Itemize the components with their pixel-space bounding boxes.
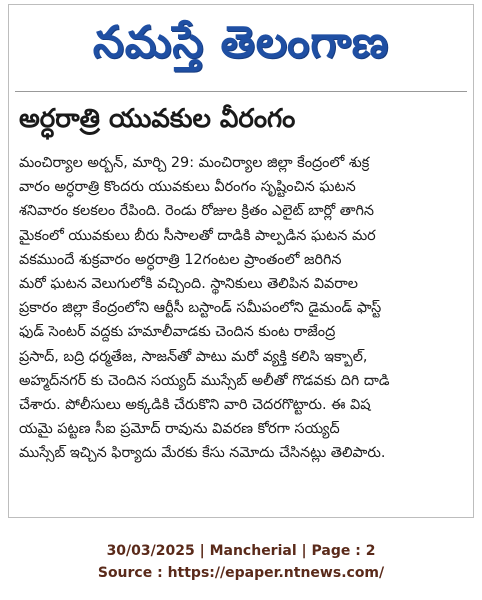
article-line: మరో ఘటన వెలుగులోకి వచ్చింది. స్థానికులు తెలిపిన వివరాల (19, 275, 358, 292)
article-line: వారం అర్ధరాత్రి కొందరు యువకులు వీరంగం సృష్టించిన ఘటన (19, 179, 356, 196)
article-line: శనివారం కలకలం రేపింది. రెండు రోజుల క్రితం ఎలైట్ బార్లో తాగిన (19, 203, 374, 220)
news-clipping (8, 4, 474, 518)
article-headline: అర్ధరాత్రి యువకుల వీరంగం (19, 104, 296, 134)
article-line: ఫుడ్ సెంటర్ వద్దకు హమాలీవాడకు చెందిన కుంట రాజేంద్ర (19, 324, 336, 341)
article-line: అహ్మద్‌నగర్ కు చెందిన సయ్యద్ ముస్సేబ్ అలీతో గొడవకు దిగి దాడి (19, 372, 390, 389)
masthead-divider (15, 91, 467, 92)
footer-dateline: 30/03/2025 | Mancherial | Page : 2 (106, 543, 376, 559)
article-line: ప్రకారం జిల్లా కేంద్రంలోని ఆర్టీసీ బస్టాండ్ సమీపంలోని డైమండ్ ఫాస్ట్ (19, 300, 382, 317)
newspaper-masthead: నమస్తే తెలంగాణ (92, 17, 390, 68)
article-line: వకముందే శుక్రవారం అర్ధరాత్రి 12గంటల ప్రాంతంలో జరిగిన (19, 251, 342, 268)
article-body (19, 151, 465, 465)
article-line: ముస్సేబ్ ఇచ్చిన ఫిర్యాదు మేరకు కేసు నమోదు చేసినట్లు తెలిపారు. (19, 445, 386, 462)
article-line: మంచిర్యాల అర్బన్, మార్చి 29: మంచిర్యాల జిల్లా కేంద్రంలో శుక్ర (19, 155, 370, 171)
article-line: చేశారు. పోలీసులు అక్కడికి చేరుకొని వారి చెదరగొట్టారు. ఈ విష (19, 396, 371, 413)
article-line: మైకంలో యువకులు బీరు సీసాలతో దాడికి పాల్పడిన ఘటన మర (19, 227, 376, 244)
footer-source: Source : https://epaper.ntnews.com/ (97, 565, 385, 581)
article-line: యమై పట్టణ సీఐ ప్రమోద్ రావును వివరణ కోరగా సయ్యద్ (19, 421, 340, 438)
article-line: ప్రసాద్, బద్రి ధర్మతేజ, సాజన్‌తో పాటు మరో వ్యక్తి కలిసి ఇక్బాల్, (19, 348, 368, 365)
